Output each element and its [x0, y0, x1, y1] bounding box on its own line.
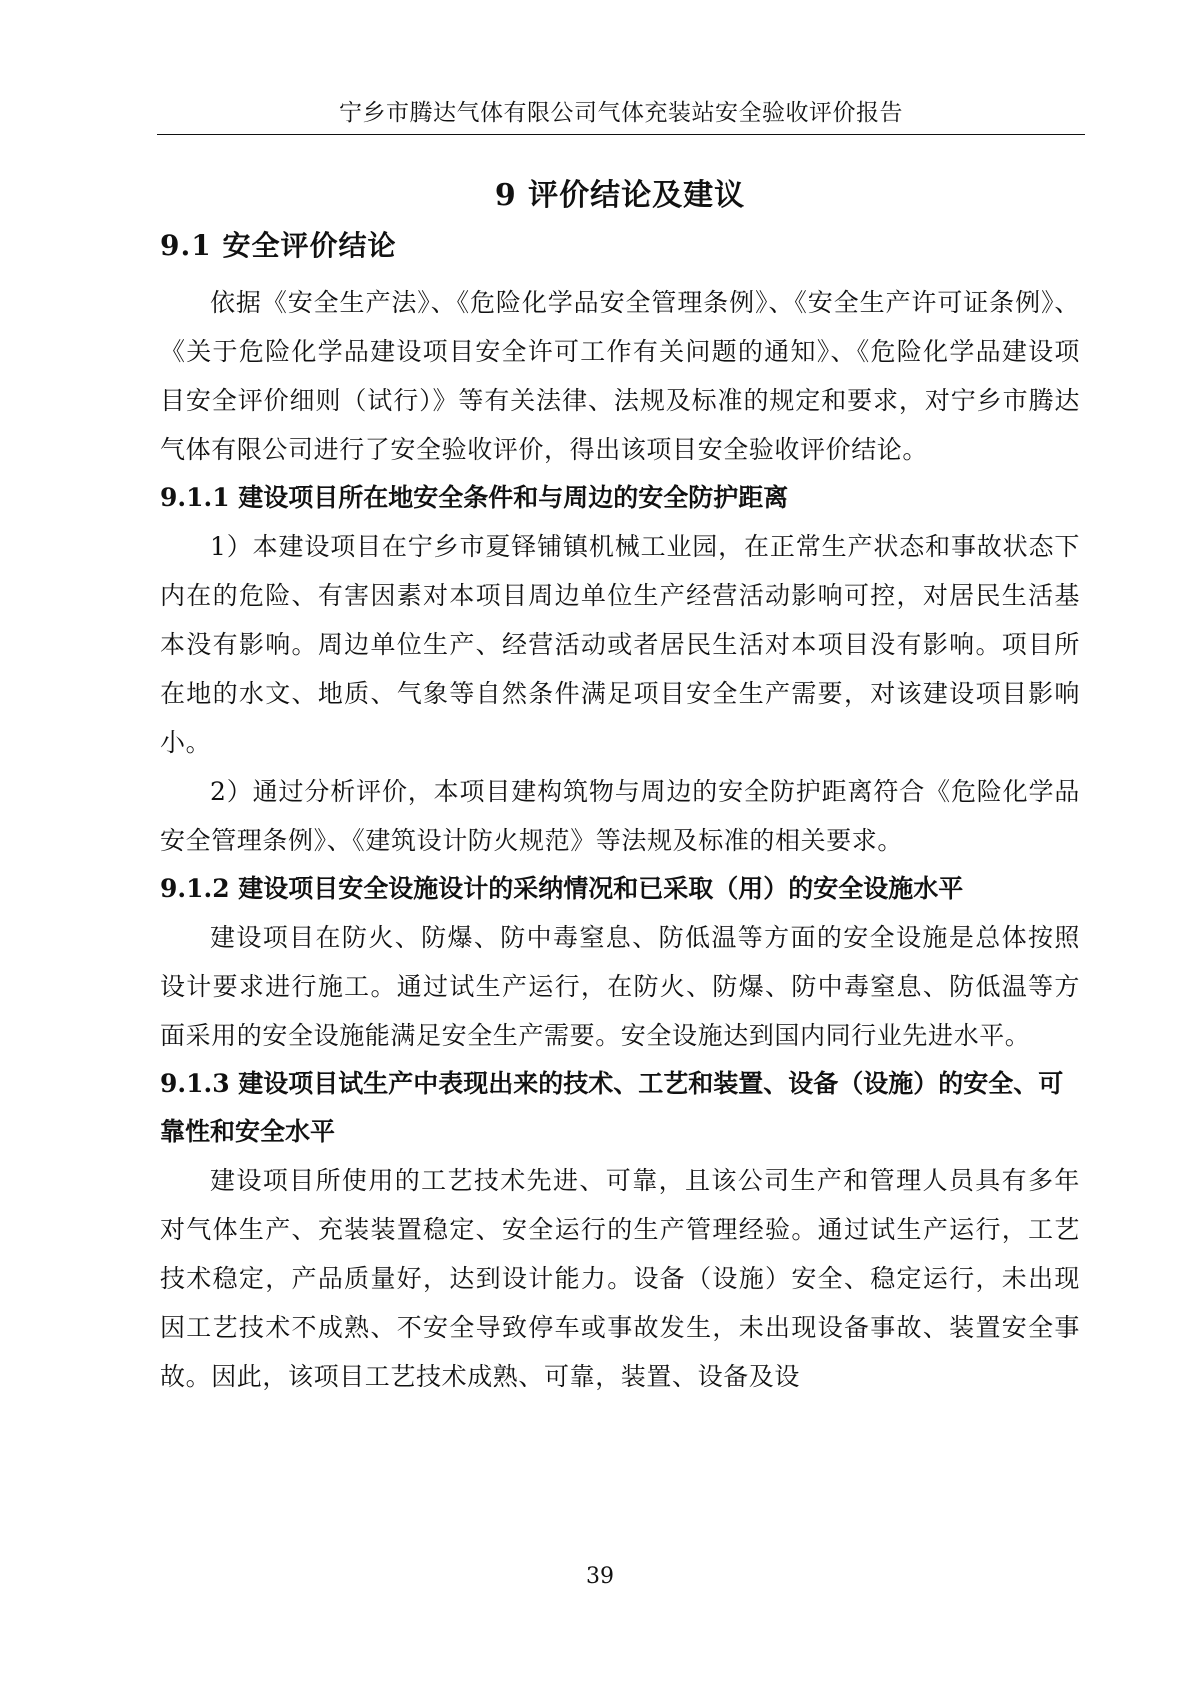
paragraph-safety-facilities: 建设项目在防火、防爆、防中毒窒息、防低温等方面的安全设施是总体按照设计要求进行施工。通过试生产运行，在防火、防爆、防中毒窒息、防低温等方面采用的安全设施能满足安全生产需要。安全设施达到国内同行业先进水平。 [160, 923, 1080, 1050]
section-heading-9-1-3: 9.1.3 建设项目试生产中表现出来的技术、工艺和装置、设备（设施）的安全、可靠性和安全水平 [160, 1069, 1064, 1146]
paragraph-location-conditions: 1）本建设项目在宁乡市夏铎铺镇机械工业园，在正常生产状态和事故状态下内在的危险、有害因素对本项目周边单位生产经营活动影响可控，对居民生活基本没有影响。周边单位生产、经营活动或者居民生活对本项目没有影响。项目所在地的水文、地质、气象等自然条件满足项目安全生产需要，对该建设项目影响小。 [160, 532, 1080, 757]
paragraph-protection-distance: 2）通过分析评价，本项目建构筑物与周边的安全防护距离符合《危险化学品安全管理条例》、《建筑设计防火规范》等法规及标准的相关要求。 [160, 777, 1080, 855]
paragraph-intro: 依据《安全生产法》、《危险化学品安全管理条例》、《安全生产许可证条例》、《关于危险化学品建设项目安全许可工作有关问题的通知》、《危险化学品建设项目安全评价细则（试行）》等有关法律、法规及标准的规定和要求，对宁乡市腾达气体有限公司进行了安全验收评价，得出该项目安全验收评价结论。 [160, 288, 1080, 464]
section-heading-9-1-2: 9.1.2 建设项目安全设施设计的采纳情况和已采取（用）的安全设施水平 [160, 874, 964, 903]
paragraph-trial-production: 建设项目所使用的工艺技术先进、可靠，且该公司生产和管理人员具有多年对气体生产、充装装置稳定、安全运行的生产管理经验。通过试生产运行，工艺技术稳定，产品质量好，达到设计能力。设备（设施）安全、稳定运行，未出现因工艺技术不成熟、不安全导致停车或事故发生，未出现设备事故、装置安全事故。因此，该项目工艺技术成熟、可靠，装置、设备及设 [160, 1166, 1080, 1391]
page-content [160, 162, 1080, 1401]
section-heading-9-1: 9.1 安全评价结论 [160, 229, 397, 262]
chapter-title: 9 评价结论及建议 [494, 178, 746, 213]
section-heading-9-1-1: 9.1.1 建设项目所在地安全条件和与周边的安全防护距离 [160, 483, 789, 512]
header-rule [157, 134, 1085, 135]
running-header: 宁乡市腾达气体有限公司气体充装站安全验收评价报告 [339, 100, 903, 126]
page-number: 39 [586, 1564, 614, 1589]
